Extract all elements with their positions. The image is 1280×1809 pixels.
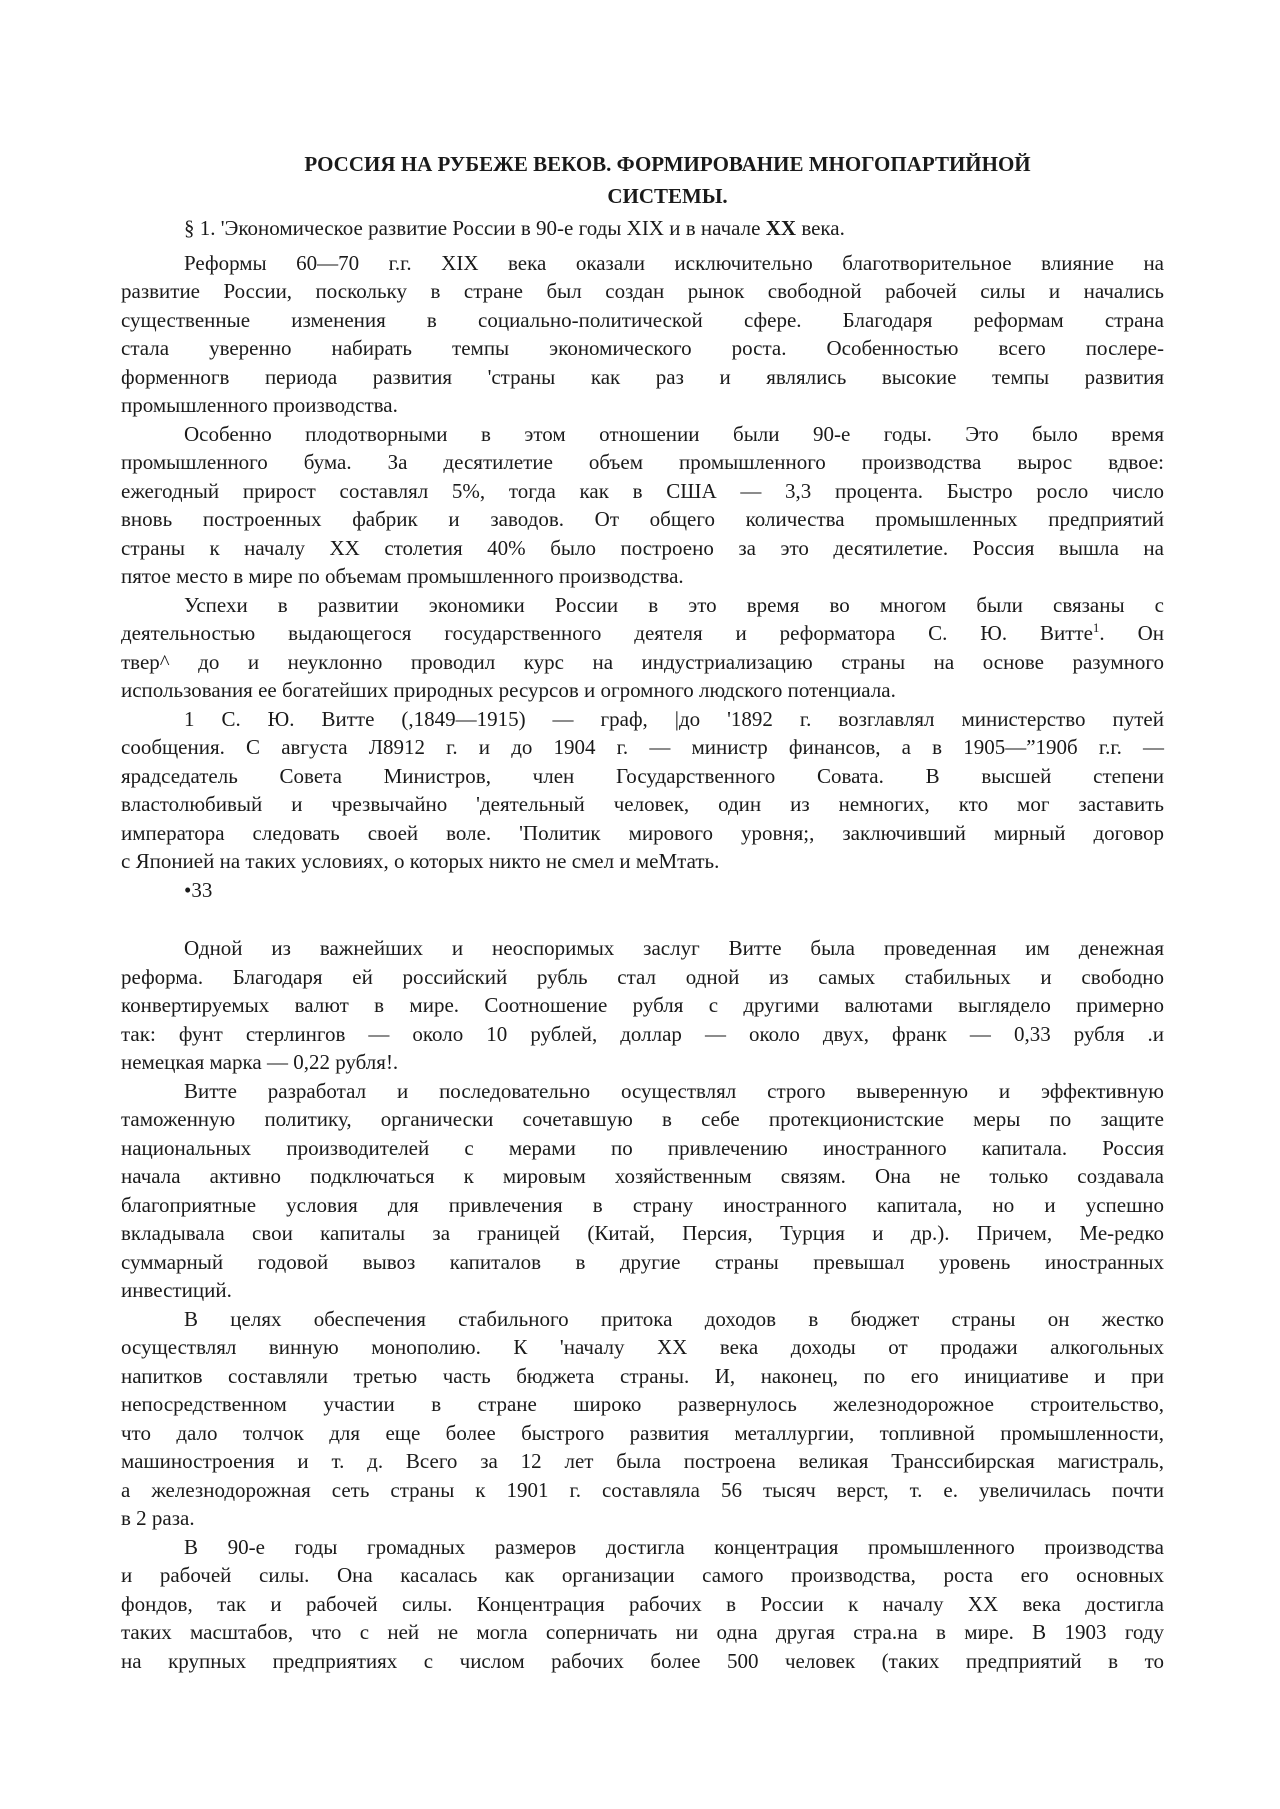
- paragraphs-bottom: [121, 934, 1164, 1675]
- section-heading: [121, 214, 1164, 243]
- paragraph-line: осуществлял винную монополию. К 'началу XX века доходы от продажи алкогольных: [121, 1335, 1164, 1359]
- paragraph-witte: [121, 591, 1164, 705]
- paragraph-line: пятое место в мире по объемам промышленного производства.: [121, 564, 684, 588]
- paragraph: [121, 420, 1164, 591]
- paragraph-line: машиностроения и т. д. Всего за 12 лет была построена великая Транссибирская магистраль,: [121, 1449, 1164, 1473]
- paragraph-line: 1 С. Ю. Витте (,1849—1915) — граф, |до '1892 г. возглавлял министерство путей: [184, 706, 1164, 731]
- paragraph-line: ежегодный прирост составлял 5%, тогда как в США — 3,3 процента. Быстро росло число: [121, 478, 1164, 503]
- paragraph-line: конвертируемых валют в мире. Соотношение рубля с другими валютами выглядело примерно: [121, 993, 1164, 1017]
- paragraph: [121, 705, 1164, 876]
- paragraph-line: Витте разработал и последовательно осуществлял строго выверенную и эффективную: [184, 1078, 1164, 1103]
- paragraph-line: национальных производителей с мерами по привлечению иностранного капитала. Россия: [121, 1135, 1164, 1160]
- line-text: . Он: [1099, 621, 1164, 645]
- footnote: [121, 705, 1164, 876]
- paragraph-line: Успехи в развитии экономики России в это время во многом были связаны с: [184, 592, 1164, 617]
- paragraph-line: форменногв периода развития 'страны как раз и являлись высокие темпы развития: [121, 364, 1164, 389]
- paragraph-line: немецкая марка — 0,22 рубля!.: [121, 1050, 399, 1074]
- paragraph-line: а железнодорожная сеть страны к 1901 г. составляла 56 тысяч верст, т. е. увеличилась почти: [121, 1477, 1164, 1502]
- heading-text: § 1. 'Экономическое развитие России в 90-е годы XIX и в начале: [184, 216, 766, 240]
- paragraph-line: суммарный годовой вывоз капиталов в другие страны превышал уровень иностранных: [121, 1249, 1164, 1274]
- paragraph-line: императора следовать своей воле. 'Политик мирового уровня;, заключивший мирный договор: [121, 820, 1164, 845]
- paragraph-line: таможенную политику, органически сочетавшую в себе протекционистские меры по защите: [121, 1107, 1164, 1131]
- paragraph-line: вкладывала свои капиталы за границей (Китай, Персия, Турция и др.). Причем, Ме-редко: [121, 1221, 1164, 1245]
- paragraph-line: таких масштабов, что с ней не могла соперничать ни одна другая стра.на в мире. В 1903 году: [121, 1620, 1164, 1644]
- paragraph: [121, 249, 1164, 420]
- paragraph-line: существенные изменения в социально-политической сфере. Благодаря реформам страна: [121, 307, 1164, 332]
- page-marker: •33: [184, 877, 213, 902]
- line-text: деятельностью выдающегося государственного деятеля и реформатора С. Ю. Витте: [121, 621, 1093, 645]
- paragraph: [121, 1533, 1164, 1676]
- document-title: [121, 148, 1164, 212]
- paragraph-line: вновь построенных фабрик и заводов. От общего количества промышленных предприятий: [121, 507, 1164, 531]
- paragraph-line: твер^ до и неуклонно проводил курс на индустриализацию страны на основе разумного: [121, 649, 1164, 674]
- paragraph-line: властолюбивый и чрезвычайно 'деятельный человек, один из немногих, кто мог заставить: [121, 792, 1164, 816]
- paragraph-line: благоприятные условия для привлечения в страну иностранного капитала, но и успешно: [121, 1192, 1164, 1217]
- paragraph-line: в 2 раза.: [121, 1506, 195, 1530]
- paragraph: [121, 934, 1164, 1077]
- paragraph-line: инвестиций.: [121, 1278, 232, 1302]
- paragraph-line: Реформы 60—70 г.г. XIX века оказали исключительно благотворительное влияние на: [184, 250, 1164, 275]
- paragraph-line: промышленного производства.: [121, 393, 398, 417]
- paragraph-line: с Японией на таких условиях, о которых никто не смел и меМтать.: [121, 849, 720, 873]
- paragraph-line: В целях обеспечения стабильного притока доходов в бюджет страны он жестко: [184, 1306, 1164, 1331]
- paragraph-line: Особенно плодотворными в этом отношении были 90-е годы. Это было время: [184, 421, 1164, 446]
- heading-text-end: века.: [796, 216, 845, 240]
- paragraph-line: [121, 619, 1164, 648]
- paragraph: [121, 1305, 1164, 1533]
- paragraph-line: напитков составляли третью часть бюджета страны. И, наконец, по его инициативе и при: [121, 1363, 1164, 1388]
- paragraph-line: на крупных предприятиях с числом рабочих более 500 человек (таких предприятий в то: [121, 1648, 1164, 1673]
- title-line: РОССИЯ НА РУБЕЖЕ ВЕКОВ. ФОРМИРОВАНИЕ МНОГОПАРТИЙНОЙ: [304, 152, 1031, 176]
- paragraph-line: ярадседатель Совета Министров, член Государственного Совата. В высшей степени: [121, 763, 1164, 788]
- paragraph-line: использования ее богатейших природных ресурсов и огромного людского потенциала.: [121, 678, 896, 702]
- heading-bold-text: XX: [765, 216, 797, 240]
- paragraph-line: стала уверенно набирать темпы экономического роста. Особенностью всего послере-: [121, 336, 1164, 360]
- paragraph-line: и рабочей силы. Она касалась как организации самого производства, роста его основных: [121, 1563, 1164, 1587]
- paragraph-line: непосредственном участии в стране широко развернулось железнодорожное строительство,: [121, 1392, 1164, 1416]
- title-line: СИСТЕМЫ.: [607, 184, 728, 208]
- paragraph-line: что дало толчок для еще более быстрого развития металлургии, топливной промышленности,: [121, 1420, 1164, 1445]
- paragraph-line: промышленного бума. За десятилетие объем промышленного производства вырос вдвое:: [121, 450, 1164, 474]
- paragraph-line: начала активно подключаться к мировым хозяйственным связям. Она не только создавала: [121, 1164, 1164, 1188]
- paragraph: [121, 1077, 1164, 1305]
- paragraph-line: сообщения. С августа Л8912 г. и до 1904 г. — министр финансов, а в 1905—”190б г.г. —: [121, 735, 1164, 759]
- paragraphs-top: [121, 249, 1164, 591]
- paragraph-line: реформа. Благодаря ей российский рубль стал одной из самых стабильных и свободно: [121, 964, 1164, 989]
- paragraph-line: Одной из важнейших и неоспоримых заслуг Витте была проведенная им денежная: [184, 936, 1164, 960]
- paragraph-line: фондов, так и рабочей силы. Концентрация рабочих в России к началу XX века достигла: [121, 1591, 1164, 1616]
- document-page: [121, 148, 1164, 1675]
- paragraph-line: В 90-е годы громадных размеров достигла концентрация промышленного производства: [184, 1534, 1164, 1559]
- paragraph-line: так: фунт стерлингов — около 10 рублей, доллар — около двух, франк — 0,33 рубля .и: [121, 1021, 1164, 1046]
- paragraph-line: развитие России, поскольку в стране был создан рынок свободной рабочей силы и начались: [121, 279, 1164, 303]
- paragraph-line: страны к началу XX столетия 40% было построено за это десятилетие. Россия вышла на: [121, 535, 1164, 560]
- footnote-mark[interactable]: 1: [1092, 620, 1100, 635]
